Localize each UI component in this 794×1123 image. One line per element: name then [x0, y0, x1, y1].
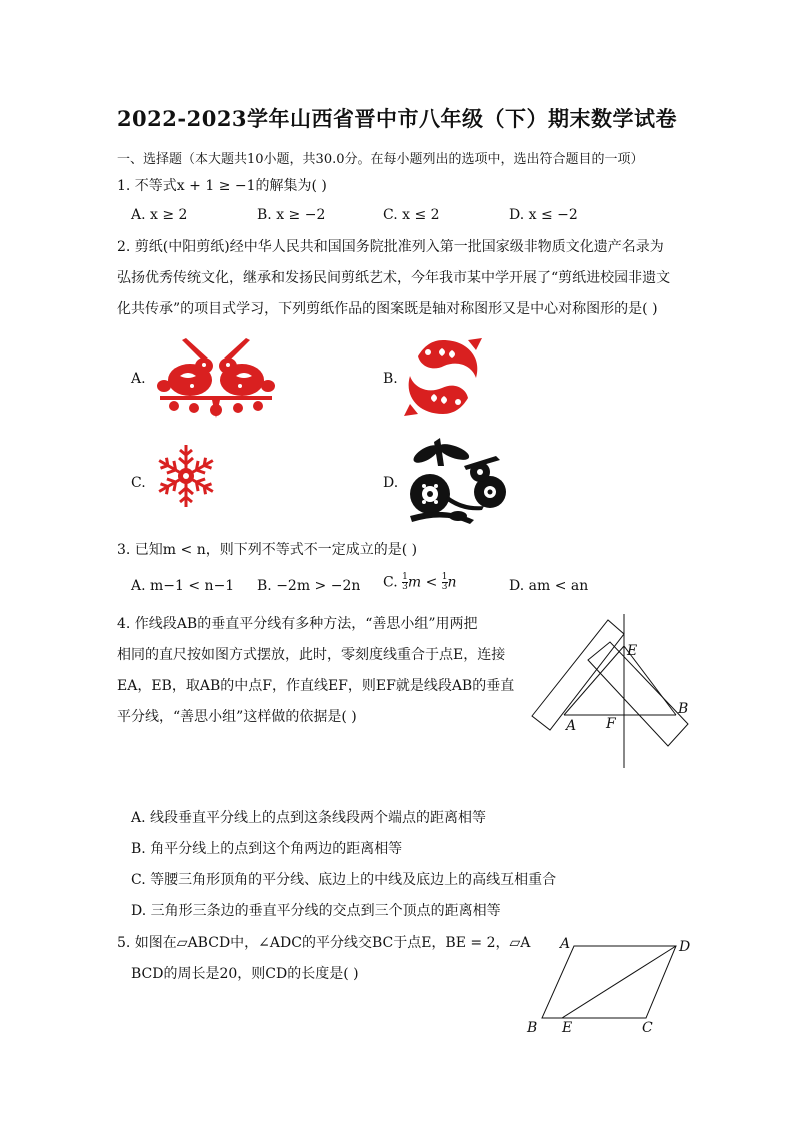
q4-option-a: A. 线段垂直平分线上的点到这条线段两个端点的距离相等 [131, 810, 487, 826]
question-4-line-1: 4. 作线段AB的垂直平分线有多种方法，“善思小组”用两把 [117, 616, 478, 632]
q3-option-c-label: C. [383, 574, 398, 591]
papercut-dragonfly-flower-image [404, 436, 520, 528]
q1-option-d: D. x ≤ −2 [509, 207, 578, 223]
question-1-stem: 1. 不等式x + 1 ≥ −1的解集为( ) [117, 178, 327, 194]
q3-option-a: A. m−1 < n−1 [131, 578, 235, 594]
q3-option-d: D. am < an [509, 578, 589, 594]
fig5-label-a: A [560, 936, 571, 952]
q2-option-a-label: A. [131, 371, 146, 387]
q2-option-c-label: C. [131, 475, 146, 491]
papercut-rabbits-image [152, 336, 280, 418]
fig5-label-e: E [562, 1020, 573, 1036]
q2-option-b-label: B. [383, 371, 398, 387]
q4-option-c: C. 等腰三角形顶角的平分线、底边上的中线及底边上的高线互相重合 [131, 872, 557, 888]
parallelogram-figure [536, 944, 686, 1022]
question-2-line-3: 化共传承”的项目式学习，下列剪纸作品的图案既是轴对称图形又是中心对称图形的是( ) [117, 301, 658, 317]
question-5-line-1: 5. 如图在▱ABCD中，∠ADC的平分线交BC于点E，BE = 2，▱A [117, 935, 531, 951]
question-3-stem: 3. 已知m < n，则下列不等式不一定成立的是( ) [117, 542, 418, 558]
fraction-one-third-2: $\frac{1}{3}$ [441, 572, 448, 592]
q1-option-c: C. x ≤ 2 [383, 207, 440, 223]
question-2-line-1: 2. 剪纸(中阳剪纸)经中华人民共和国国务院批准列入第一批国家级非物质文化遗产名录为 [117, 239, 664, 255]
fig5-label-c: C [642, 1020, 653, 1036]
page-title: 2022-2023学年山西省晋中市八年级（下）期末数学试卷 [116, 106, 678, 131]
question-4-line-4: 平分线，“善思小组”这样做的依据是( ) [117, 709, 357, 725]
q1-option-a: A. x ≥ 2 [131, 207, 188, 223]
fig4-label-b: B [678, 701, 689, 717]
q4-option-d: D. 三角形三条边的垂直平分线的交点到三个顶点的距离相等 [131, 903, 501, 919]
fig5-label-d: D [679, 939, 691, 955]
q3-option-c: C. $\frac{1}{3}$ m < $\frac{1}{3}$ n [383, 572, 457, 592]
fig4-label-e: E [627, 643, 638, 659]
question-2-line-2: 弘扬优秀传统文化，继承和发扬民间剪纸艺术，今年我市某中学开展了“剪纸进校园非遗文 [117, 270, 671, 286]
papercut-fish-image [402, 336, 484, 418]
question-5-line-2: BCD的周长是20，则CD的长度是( ) [131, 966, 359, 982]
q4-option-b: B. 角平分线上的点到这个角两边的距离相等 [131, 841, 403, 857]
q2-option-d-label: D. [383, 475, 399, 491]
question-4-line-2: 相同的直尺按如图方式摆放，此时，零刻度线重合于点E，连接 [117, 647, 506, 663]
section-heading: 一、选择题（本大题共10小题，共30.0分。在每小题列出的选项中，选出符合题目的一项） [117, 152, 644, 167]
papercut-snowflake-image [152, 442, 220, 510]
q3-option-b: B. −2m > −2n [257, 578, 361, 594]
fig4-label-f: F [606, 716, 616, 732]
question-4-line-3: EA，EB，取AB的中点F，作直线EF，则EF就是线段AB的垂直 [117, 678, 515, 694]
q1-option-b: B. x ≥ −2 [257, 207, 326, 223]
fig5-label-b: B [527, 1020, 538, 1036]
fraction-one-third: $\frac{1}{3}$ [402, 572, 408, 592]
rulers-figure [520, 612, 700, 770]
fig4-label-a: A [566, 718, 577, 734]
